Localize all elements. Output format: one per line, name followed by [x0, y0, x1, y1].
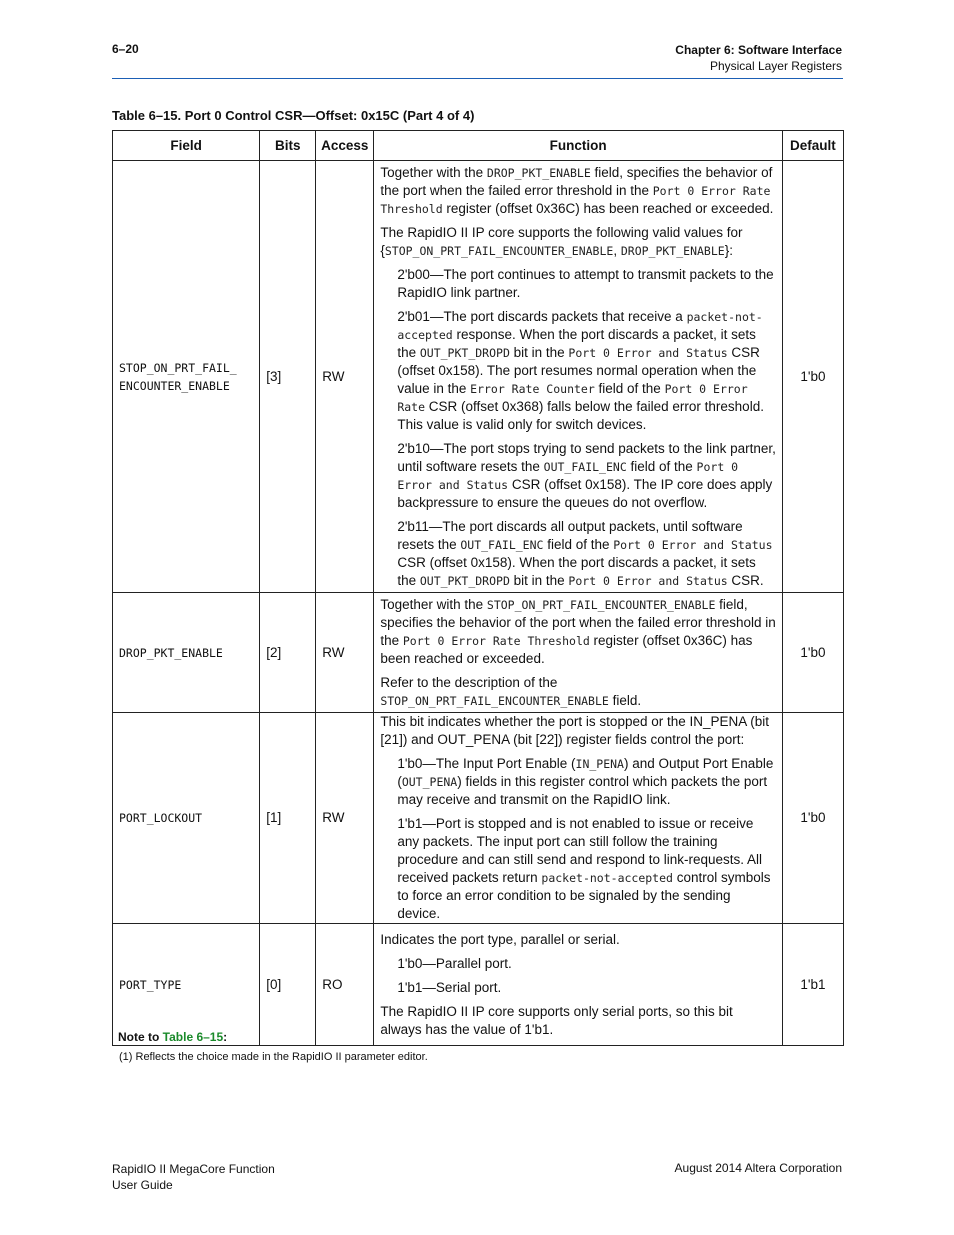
table-header-row — [113, 131, 844, 161]
function-paragraph: This bit indicates whether the port is stopped or the IN_PENA (bit [21]) and OUT_PENA (bit [22]) register fields control the port: — [380, 714, 770, 747]
default-cell: 1'b1 — [782, 924, 843, 1046]
function-cell — [374, 161, 783, 593]
field-cell: DROP_PKT_ENABLE — [113, 593, 260, 713]
function-paragraph: Refer to the description of the STOP_ON_PRT_FAIL_ENCOUNTER_ENABLE field. — [380, 674, 642, 708]
register-table — [112, 130, 844, 1046]
column-header-function: Function — [374, 131, 783, 161]
footer-right: August 2014 Altera Corporation — [674, 1161, 842, 1175]
note-suffix: : — [223, 1030, 228, 1044]
function-paragraph: Together with the DROP_PKT_ENABLE field, specifies the behavior of the port when the failed error threshold in the Port 0 Error Rate Threshold register (offset 0x36C) has been reached or exceeded. — [380, 164, 774, 216]
page-number: 6–20 — [112, 42, 139, 56]
footer-product: RapidIO II MegaCore Function — [112, 1162, 275, 1176]
field-cell: PORT_LOCKOUT — [113, 713, 260, 924]
table-reference-link[interactable]: Table 6–15 — [162, 1030, 224, 1044]
function-value-item: 2'b10—The port stops trying to send packets to the link partner, until software resets the OUT_FAIL_ENC field of the Port 0 Error and Status CSR (offset 0x158). The IP core does apply backpressure to ensure the queues do not overflow. — [397, 440, 776, 510]
function-value-item: 2'b00—The port continues to attempt to transmit packets to the RapidIO link partner. — [397, 266, 774, 300]
column-header-access: Access — [316, 131, 374, 161]
column-header-field: Field — [113, 131, 260, 161]
function-value-item: 1'b1—Serial port. — [397, 979, 502, 995]
footnote: (1) Reflects the choice made in the RapidIO II parameter editor. — [119, 1051, 428, 1063]
function-value-item: 1'b0—Parallel port. — [397, 955, 512, 971]
function-value-item: 1'b0—The Input Port Enable (IN_PENA) and Output Port Enable (OUT_PENA) fields in this register control which packets the port may receive and transmit on the RapidIO link. — [397, 756, 774, 807]
default-cell: 1'b0 — [782, 161, 843, 593]
function-value-item: 1'b1—Port is stopped and is not enabled to issue or receive any packets. The input port can still follow the training procedure and can still send and respond to link-requests. All received packets return packet-not-accepted control symbols to force an error condition to be signaled by the sending device. — [397, 816, 771, 921]
header-rule — [112, 78, 843, 79]
bits-cell: [2] — [260, 593, 316, 713]
field-cell: PORT_TYPE — [113, 924, 260, 1046]
column-header-default: Default — [782, 131, 843, 161]
column-header-bits: Bits — [260, 131, 316, 161]
function-cell — [374, 593, 783, 713]
running-header — [675, 42, 842, 74]
function-paragraph: Indicates the port type, parallel or serial. — [380, 931, 620, 947]
access-cell: RO — [316, 924, 374, 1046]
bits-cell: [3] — [260, 161, 316, 593]
function-paragraph: The RapidIO II IP core supports only serial ports, so this bit always has the value of 1'b1. — [380, 1003, 733, 1037]
table-title: Table 6–15. Port 0 Control CSR—Offset: 0x15C (Part 4 of 4) — [112, 108, 475, 123]
default-cell: 1'b0 — [782, 713, 843, 924]
bits-cell: [0] — [260, 924, 316, 1046]
table-row — [113, 593, 844, 713]
table-note — [118, 1030, 227, 1044]
function-cell — [374, 713, 783, 924]
table-row — [113, 161, 844, 593]
table-row — [113, 924, 844, 1046]
table-row — [113, 713, 844, 924]
access-cell: RW — [316, 161, 374, 593]
access-cell: RW — [316, 593, 374, 713]
function-cell — [374, 924, 783, 1046]
default-cell: 1'b0 — [782, 593, 843, 713]
bits-cell: [1] — [260, 713, 316, 924]
field-cell: STOP_ON_PRT_FAIL_ ENCOUNTER_ENABLE — [113, 161, 260, 593]
section-title: Physical Layer Registers — [709, 59, 842, 73]
note-prefix: Note to — [118, 1030, 163, 1044]
footer-left — [112, 1161, 275, 1193]
access-cell: RW — [316, 713, 374, 924]
function-paragraph: Together with the STOP_ON_PRT_FAIL_ENCOUNTER_ENABLE field, specifies the behavior of the port when the failed error threshold in the Port 0 Error Rate Threshold register (offset 0x36C) has been reached or exceeded. — [380, 596, 776, 666]
footer-doc: User Guide — [112, 1178, 173, 1192]
function-value-item: 2'b11—The port discards all output packets, until software resets the OUT_FAIL_ENC field of the Port 0 Error and Status CSR (offset 0x158). When the port discards a packet, it sets the OUT_PKT_DROPD bit in the Port 0 Error and Status CSR. — [397, 518, 773, 588]
function-value-item: 2'b01—The port discards packets that receive a packet-not-accepted response. When the port discards a packet, it sets the OUT_PKT_DROPD bit in the Port 0 Error and Status CSR (offset 0x158). The port resumes normal operation when the value in the Error Rate Counter field of the Port 0 Error Rate CSR (offset 0x368) falls below the failed error threshold. This value is valid only for switch devices. — [397, 308, 764, 432]
chapter-title: Chapter 6: Software Interface — [675, 43, 842, 57]
function-paragraph: The RapidIO II IP core supports the following valid values for {STOP_ON_PRT_FAIL_ENCOUNTER_ENABLE, DROP_PKT_ENABLE}: — [380, 224, 743, 258]
